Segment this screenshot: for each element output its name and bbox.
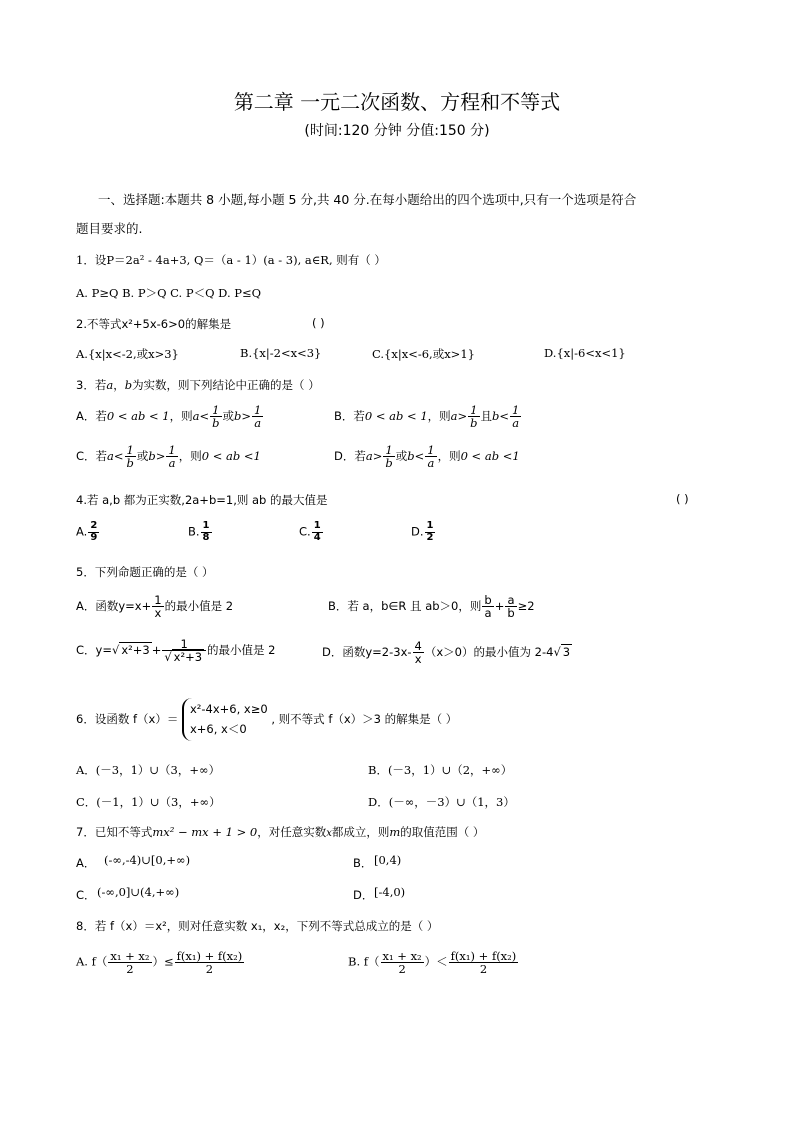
fraction: $\frac{\text{x₁ + x₂}}{2}$ [382, 949, 422, 977]
q7-option-c: (-∞,0]∪(4,+∞) [97, 885, 180, 899]
section-header-line1: 一、选择题:本题共 8 小题,每小题 5 分,共 40 分.在每小题给出的四个选项中,只有一个选项是符合 [98, 192, 637, 207]
fraction: $\frac{1}{\text{√ x²+3}}$ [162, 638, 206, 663]
q7-stem: 7．已知不等式mx² − mx + 1 > 0，对任意实数x都成立，则m的取值范围（ ） [76, 825, 485, 839]
page-subtitle: (时间:120 分钟 分值:150 分) [304, 123, 490, 139]
fraction: $\frac{1}{8}$ [202, 520, 210, 543]
fraction: $\frac{1}{4}$ [313, 520, 321, 543]
q7-option-a-label: A． [76, 856, 96, 870]
q5-option-b: B．若 a，b∈R 且 ab＞0，则 $\frac{b}{a}$ + $\frac{a}{b}$ ≥2 [328, 593, 535, 621]
q6-option-a: A．(－3，1）∪（3，+∞） [76, 763, 221, 777]
fraction: $\frac{1}{b}$ [126, 443, 134, 471]
q1-options: A. P≥Q B. P＞Q C. P＜Q D. P≤Q [76, 286, 262, 300]
q3-option-a: A．若0 < ab < 1，则a< $\frac{1}{b}$ 或b> $\frac{1}{a}$ [76, 403, 262, 431]
q7-option-d: [-4,0) [374, 885, 406, 899]
page-title: 第二章 一元二次函数、方程和不等式 [233, 90, 561, 114]
fraction: $\frac{1}{b}$ [385, 443, 393, 471]
piecewise-function: x²-4x+6, x≥0 x+6, x＜0 [182, 698, 268, 741]
fraction: $\frac{1}{2}$ [426, 520, 434, 543]
q7-option-c-label: C． [76, 888, 96, 902]
q3-option-b: B．若0 < ab < 1，则a> $\frac{1}{b}$ 且b< $\frac{1}{a}$ [334, 403, 520, 431]
q7-option-b-label: B． [353, 856, 373, 870]
fraction: $\frac{1}{b}$ [212, 403, 220, 431]
q3-option-c: C．若a< $\frac{1}{b}$ 或b> $\frac{1}{a}$ ，则0 < ab <1 [76, 443, 261, 471]
q7-option-b: [0,4) [374, 853, 402, 867]
q2-option-b: B.{x|-2<x<3} [240, 346, 322, 360]
q4-option-d: D. $\frac{1}{2}$ [411, 520, 434, 543]
fraction: $\frac{a}{b}$ [507, 593, 515, 621]
fraction: $\frac{1}{x}$ [154, 593, 162, 621]
fraction: $\frac{1}{b}$ [470, 403, 478, 431]
q2-option-c: C.{x|x<-6,或x>1} [372, 347, 475, 361]
q6-option-c: C．(－1，1）∪（3，+∞） [76, 795, 221, 809]
fraction: $\frac{1}{a}$ [512, 403, 520, 431]
fraction: $\frac{\text{x₁ + x₂}}{2}$ [110, 949, 150, 977]
q4-option-b: B. $\frac{1}{8}$ [188, 520, 210, 543]
q2-stem: 2.不等式x²+5x-6>0的解集是 [76, 317, 232, 331]
q6-stem: 6．设函数 f（x）＝ x²-4x+6, x≥0 x+6, x＜0 , 则不等式 f（x）＞3 的解集是（ ） [76, 698, 457, 741]
q7-option-a: (-∞,-4)∪[0,+∞) [104, 853, 191, 867]
fraction: $\frac{\text{f(x₁) + f(x₂)}}{2}$ [176, 949, 243, 977]
q8-option-a: A. f（ $\frac{\text{x₁ + x₂}}{2}$ ）≤ $\frac{\text{f(x₁) + f(x₂)}}{2}$ [76, 949, 243, 977]
q6-option-d: D．(－∞，－3）∪（1，3） [368, 795, 515, 809]
fraction: $\frac{\text{f(x₁) + f(x₂)}}{2}$ [450, 949, 517, 977]
q4-answer-paren: ( ) [676, 492, 689, 506]
fraction: $\frac{4}{x}$ [414, 639, 422, 667]
fraction: $\frac{1}{a}$ [168, 443, 176, 471]
q4-option-c: C. $\frac{1}{4}$ [299, 520, 321, 543]
fraction: $\frac{1}{a}$ [427, 443, 435, 471]
q3-option-d: D．若a> $\frac{1}{b}$ 或b< $\frac{1}{a}$ ，则0 < ab <1 [334, 443, 520, 471]
q4-stem: 4.若 a,b 都为正实数,2a+b=1,则 ab 的最大值是 [76, 493, 328, 507]
fraction: $\frac{2}{9}$ [90, 520, 98, 543]
q8-option-b: B. f（ $\frac{\text{x₁ + x₂}}{2}$ ）＜ $\frac{\text{f(x₁) + f(x₂)}}{2}$ [348, 949, 517, 977]
q4-option-a: A. $\frac{2}{9}$ [76, 520, 98, 543]
q5-option-d: D．函数y=2-3x- $\frac{4}{x}$ （x＞0）的最小值为 2-4√ 3 [322, 639, 571, 667]
fraction: $\frac{1}{a}$ [254, 403, 262, 431]
q5-option-a: A．函数y=x+ $\frac{1}{x}$ 的最小值是 2 [76, 593, 234, 621]
fraction: $\frac{b}{a}$ [484, 593, 492, 621]
q2-option-d: D.{x|-6<x<1} [544, 346, 626, 360]
q2-answer-paren: ( ) [312, 316, 325, 330]
q7-option-d-label: D． [353, 888, 374, 902]
q3-stem: 3．若a，b为实数，则下列结论中正确的是（ ） [76, 378, 320, 392]
q5-option-c: C．y=√ x²+3 + $\frac{1}{\text{√ x²+3}}$ 的最小值是 2 [76, 637, 276, 665]
section-header-line2: 题目要求的. [76, 221, 143, 236]
q1-stem: 1．设P＝2a² - 4a+3, Q＝（a - 1）(a - 3), a∈R, 则有（ ） [76, 253, 386, 267]
q6-option-b: B．(－3，1）∪（2，+∞） [368, 763, 513, 777]
q5-stem: 5．下列命题正确的是（ ） [76, 565, 214, 579]
q2-option-a: A.{x|x<-2,或x>3} [76, 347, 179, 361]
q8-stem: 8．若 f（x）＝x²，则对任意实数 x₁，x₂，下列不等式总成立的是（ ） [76, 919, 439, 933]
